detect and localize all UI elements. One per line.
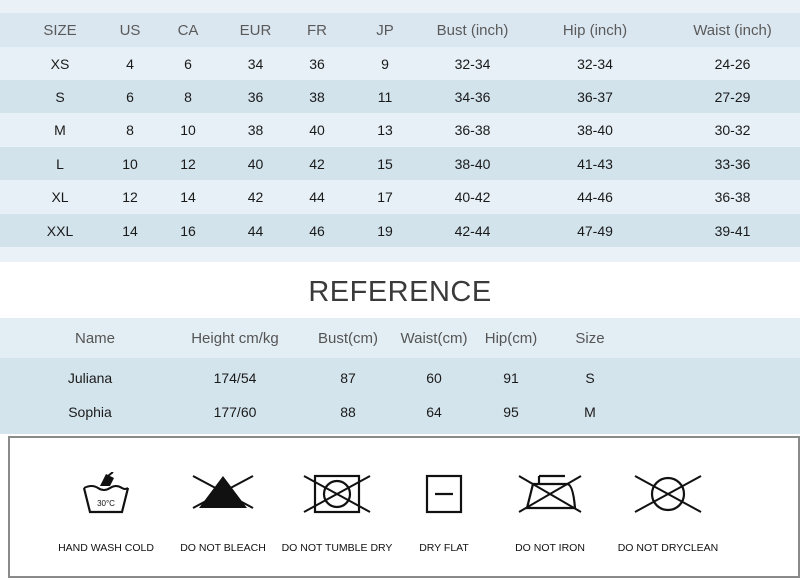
care-item-no-bleach bbox=[168, 438, 278, 576]
size-cell-fr: 44 bbox=[309, 188, 325, 205]
ref-cell-name: Juliana bbox=[67, 370, 113, 386]
size-row bbox=[0, 180, 800, 213]
care-item-dry-flat bbox=[402, 438, 486, 576]
no-iron-icon bbox=[517, 472, 583, 516]
size-cell-eur: 36 bbox=[247, 88, 264, 105]
size-header-bust: Bust (inch) bbox=[436, 21, 509, 39]
size-cell-jp: 11 bbox=[377, 88, 393, 105]
size-header-jp: JP bbox=[376, 21, 394, 39]
care-label-no-dryclean: DO NOT DRYCLEAN bbox=[617, 542, 719, 554]
reference-row bbox=[0, 396, 800, 428]
size-cell-jp: 15 bbox=[377, 155, 393, 172]
care-item-no-iron bbox=[498, 438, 602, 576]
size-cell-waist: 39-41 bbox=[714, 222, 751, 239]
size-cell-us: 6 bbox=[126, 88, 134, 105]
care-label-no-bleach: DO NOT BLEACH bbox=[180, 542, 266, 554]
size-cell-bust: 36-38 bbox=[454, 121, 491, 138]
size-chart-header-row bbox=[0, 13, 800, 47]
ref-cell-height: 174/54 bbox=[213, 370, 257, 386]
size-cell-bust: 38-40 bbox=[454, 155, 491, 172]
ref-header-name: Name bbox=[74, 329, 115, 347]
reference-title: REFERENCE bbox=[308, 276, 492, 308]
no-tumble-dry-icon bbox=[302, 472, 372, 516]
size-cell-us: 8 bbox=[126, 121, 134, 138]
size-cell-hip: 32-34 bbox=[577, 55, 613, 72]
ref-cell-hip: 91 bbox=[503, 370, 519, 386]
size-header-ca: CA bbox=[177, 21, 199, 39]
ref-cell-waist: 64 bbox=[426, 404, 442, 420]
size-header-fr: FR bbox=[307, 21, 327, 39]
size-cell-bust: 40-42 bbox=[454, 188, 491, 205]
size-cell-bust: 42-44 bbox=[454, 222, 491, 239]
no-dryclean-icon bbox=[633, 472, 703, 516]
size-cell-eur: 42 bbox=[247, 188, 264, 205]
ref-header-hip: Hip(cm) bbox=[484, 329, 538, 347]
size-cell-ca: 10 bbox=[180, 121, 196, 138]
care-label-no-tumble-dry: DO NOT TUMBLE DRY bbox=[281, 542, 393, 554]
care-item-no-dryclean bbox=[604, 438, 732, 576]
size-cell-size: XS bbox=[50, 55, 70, 72]
size-cell-jp: 9 bbox=[381, 55, 389, 72]
reference-header-row bbox=[0, 318, 800, 358]
size-chart-table bbox=[0, 0, 800, 262]
care-label-no-iron: DO NOT IRON bbox=[515, 542, 585, 554]
size-cell-hip: 47-49 bbox=[577, 222, 613, 239]
size-cell-fr: 46 bbox=[309, 222, 325, 239]
size-cell-ca: 12 bbox=[180, 155, 196, 172]
size-row bbox=[0, 147, 800, 180]
ref-cell-bust: 88 bbox=[340, 404, 356, 420]
size-cell-waist: 30-32 bbox=[714, 121, 751, 138]
ref-header-waist: Waist(cm) bbox=[400, 329, 468, 347]
ref-cell-size: M bbox=[584, 404, 596, 420]
size-cell-bust: 32-34 bbox=[454, 55, 491, 72]
size-cell-hip: 41-43 bbox=[577, 155, 613, 172]
size-cell-jp: 13 bbox=[377, 121, 393, 138]
ref-cell-size: S bbox=[585, 370, 595, 386]
ref-cell-waist: 60 bbox=[426, 370, 442, 386]
ref-header-size: Size bbox=[575, 329, 605, 347]
size-cell-hip: 38-40 bbox=[577, 121, 613, 138]
ref-header-bust: Bust(cm) bbox=[318, 329, 378, 347]
size-cell-waist: 24-26 bbox=[714, 55, 751, 72]
size-cell-size: XXL bbox=[46, 222, 74, 239]
no-bleach-icon bbox=[191, 472, 255, 512]
size-header-hip: Hip (inch) bbox=[562, 21, 628, 39]
size-cell-waist: 36-38 bbox=[714, 188, 751, 205]
size-cell-waist: 33-36 bbox=[714, 155, 751, 172]
size-cell-us: 10 bbox=[122, 155, 138, 172]
size-header-us: US bbox=[119, 21, 141, 39]
size-cell-jp: 17 bbox=[377, 188, 393, 205]
size-cell-eur: 44 bbox=[247, 222, 264, 239]
size-cell-eur: 34 bbox=[247, 55, 264, 72]
svg-text:30°C: 30°C bbox=[97, 499, 115, 508]
size-row bbox=[0, 214, 800, 247]
size-cell-fr: 42 bbox=[309, 155, 325, 172]
size-cell-ca: 14 bbox=[180, 188, 196, 205]
size-cell-size: S bbox=[55, 88, 65, 105]
ref-header-height: Height cm/kg bbox=[191, 329, 279, 347]
size-cell-ca: 8 bbox=[184, 88, 192, 105]
ref-cell-bust: 87 bbox=[340, 370, 356, 386]
size-cell-bust: 34-36 bbox=[454, 88, 491, 105]
size-cell-eur: 40 bbox=[247, 155, 264, 172]
reference-table bbox=[0, 318, 800, 434]
reference-row bbox=[0, 362, 800, 394]
size-cell-size: M bbox=[54, 121, 66, 138]
ref-cell-name: Sophia bbox=[68, 404, 112, 420]
care-item-hand-wash bbox=[28, 438, 184, 576]
care-instructions-panel bbox=[8, 436, 800, 578]
size-cell-ca: 6 bbox=[184, 55, 192, 72]
size-cell-hip: 44-46 bbox=[577, 188, 613, 205]
size-cell-fr: 40 bbox=[309, 121, 325, 138]
care-item-no-tumble-dry bbox=[278, 438, 396, 576]
hand-wash-icon bbox=[80, 472, 132, 516]
size-row bbox=[0, 47, 800, 80]
dry-flat-icon bbox=[423, 472, 465, 516]
size-cell-ca: 16 bbox=[180, 222, 196, 239]
size-cell-hip: 36-37 bbox=[577, 88, 613, 105]
size-cell-fr: 36 bbox=[309, 55, 325, 72]
size-row bbox=[0, 80, 800, 113]
size-cell-us: 12 bbox=[122, 188, 138, 205]
ref-cell-height: 177/60 bbox=[213, 404, 257, 420]
size-cell-eur: 38 bbox=[247, 121, 264, 138]
care-label-dry-flat: DRY FLAT bbox=[419, 542, 469, 554]
size-cell-size: L bbox=[56, 155, 64, 172]
care-label-hand-wash: HAND WASH COLD bbox=[58, 542, 154, 554]
ref-cell-hip: 95 bbox=[503, 404, 519, 420]
size-header-eur: EUR bbox=[239, 21, 272, 39]
size-cell-jp: 19 bbox=[377, 222, 393, 239]
size-cell-fr: 38 bbox=[309, 88, 325, 105]
size-cell-us: 4 bbox=[126, 55, 134, 72]
size-cell-size: XL bbox=[51, 188, 69, 205]
size-header-size: SIZE bbox=[43, 21, 77, 39]
size-header-waist: Waist (inch) bbox=[693, 21, 772, 39]
size-row bbox=[0, 113, 800, 146]
size-cell-us: 14 bbox=[122, 222, 138, 239]
size-cell-waist: 27-29 bbox=[714, 88, 751, 105]
